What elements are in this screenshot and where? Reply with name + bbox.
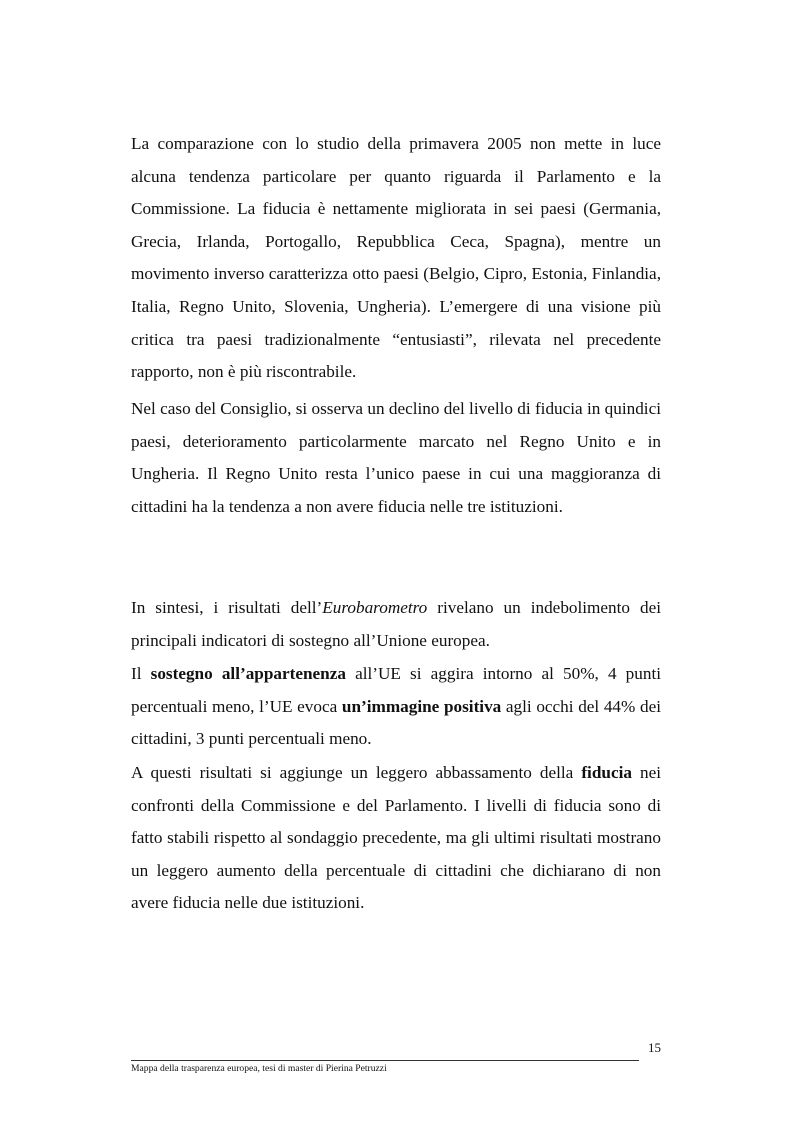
paragraph-trust xyxy=(131,757,661,920)
trust-text-b: nei confronti della Commissione e del Parlamento. I livelli di fiducia sono di fatto stabili rispetto al sondaggio precedente, ma gli ultimi risultati mostrano un leggero aumento della percentuale di cittadini che dichiarano di non avere fiducia nelle due istituzioni. xyxy=(131,763,661,913)
summary-text-end: rivelano un indebolimento dei principali indicatori di sostegno all’Unione europea. xyxy=(131,598,661,650)
paragraph-council: Nel caso del Consiglio, si osserva un declino del livello di fiducia in quindici paesi, deterioramento particolarmente marcato nel Regno Unito e in Ungheria. Il Regno Unito resta l’unico paese in cui una maggioranza di cittadini ha la tendenza a non avere fiducia nelle tre istituzioni. xyxy=(131,399,661,516)
paragraph-summary xyxy=(131,592,661,657)
summary-text-start: In sintesi, i risultati dell’ xyxy=(131,598,323,617)
support-text-a: Il xyxy=(131,664,151,683)
trust-text-a: A questi risultati si aggiunge un leggero abbassamento della xyxy=(131,763,582,782)
support-text-c: agli occhi del 44% dei cittadini, 3 punti percentuali meno. xyxy=(131,696,661,749)
fiducia-bold: fiducia xyxy=(581,763,632,782)
footer-divider xyxy=(131,1060,639,1061)
paragraph-support xyxy=(131,658,661,756)
eurobarometro-italic: Eurobarometro xyxy=(322,598,428,617)
support-membership-bold: sostegno all’appartenenza xyxy=(150,664,346,683)
positive-image-bold: un’immagine positiva xyxy=(341,696,502,716)
footer-caption: Mappa della trasparenza europea, tesi di master di Pierina Petruzzi xyxy=(131,1063,387,1074)
support-text-b: all’UE si aggira intorno al 50%, 4 punti percentuali meno, l’UE evoca xyxy=(131,664,661,716)
page-number: 15 xyxy=(648,1040,661,1055)
paragraph-comparison: La comparazione con lo studio della primavera 2005 non mette in luce alcuna tendenza particolare per quanto riguarda il Parlamento e la Commissione. La fiducia è nettamente migliorata in sei paesi (Germania, Grecia, Irlanda, Portogallo, Repubblica Ceca, Spagna), mentre un movimento inverso caratterizza otto paesi (Belgio, Cipro, Estonia, Finlandia, Italia, Regno Unito, Slovenia, Ungheria). L’emergere di una visione più critica tra paesi tradizionalmente “entusiasti”, rilevata nel precedente rapporto, non è più riscontrabile. xyxy=(131,134,661,382)
